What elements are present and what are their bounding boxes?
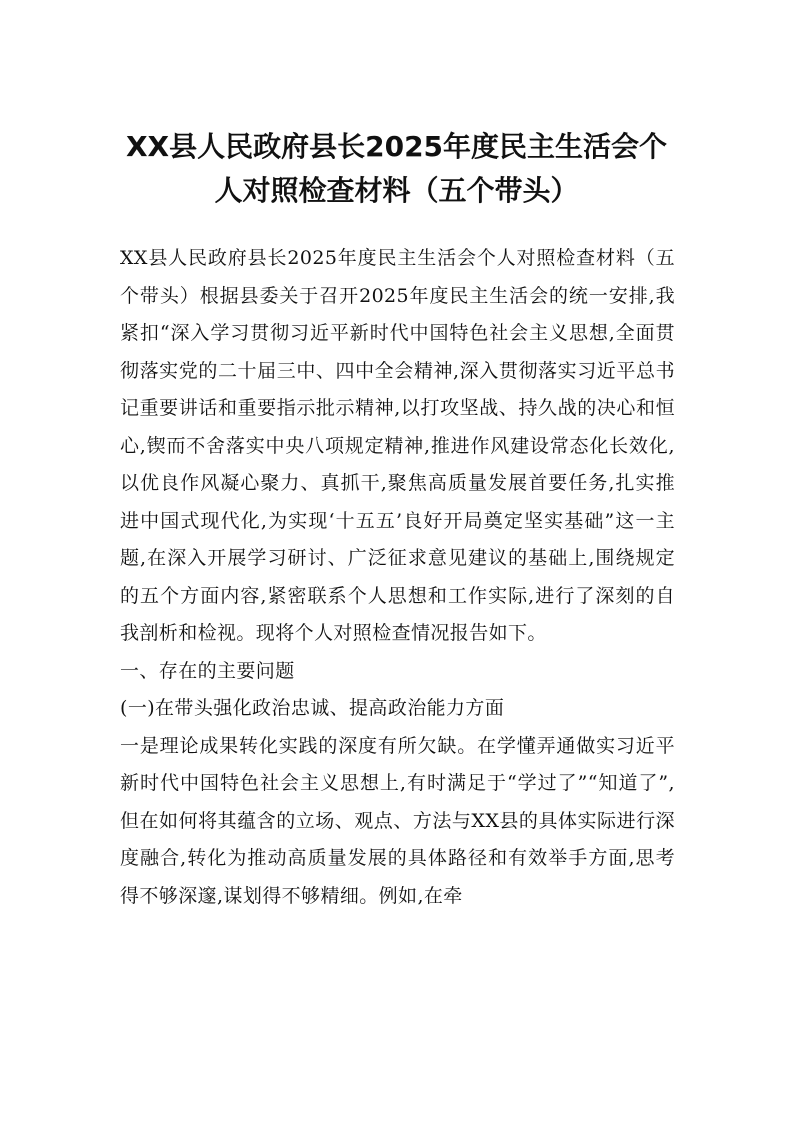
- point-one-paragraph: 一是理论成果转化实践的深度有所欠缺。在学懂弄通做实习近平新时代中国特色社会主义思想上,有时满足于“学过了”“知道了”,但在如何将其蕴含的立场、观点、方法与XX县的具体实际进行深度融合,转化为推动高质量发展的具体路径和有效举手方面,思考得不够深邃,谋划得不够精细。例如,在牵: [120, 734, 675, 907]
- document-body: [120, 240, 675, 915]
- document-title-line-1: XX县人民政府县长2025年度民主生活会个: [125, 130, 668, 163]
- document-title-line-2: 人对照检查材料（五个带头）: [214, 174, 579, 207]
- intro-paragraph: XX县人民政府县长2025年度民主生活会个人对照检查材料（五个带头）根据县委关于召开2025年度民主生活会的统一安排,我紧扣“深入学习贯彻习近平新时代中国特色社会主义思想,全面贯彻落实党的二十届三中、四中全会精神,深入贯彻落实习近平总书记重要讲话和重要指示批示精神,以打攻坚战、持久战的决心和恒心,锲而不舍落实中央八项规定精神,推进作风建设常态化长效化,以优良作风凝心聚力、真抓干,聚焦高质量发展首要任务,扎实推进中国式现代化,为实现‘十五五’良好开局奠定坚实基础”这一主题,在深入开展学习研讨、广泛征求意见建议的基础上,围绕规定的五个方面内容,紧密联系个人思想和工作实际,进行了深刻的自我剖析和检视。现将个人对照检查情况报告如下。: [120, 247, 675, 644]
- subsection-heading: (一)在带头强化政治忠诚、提高政治能力方面: [120, 697, 505, 719]
- section-heading: 一、存在的主要问题: [120, 659, 295, 682]
